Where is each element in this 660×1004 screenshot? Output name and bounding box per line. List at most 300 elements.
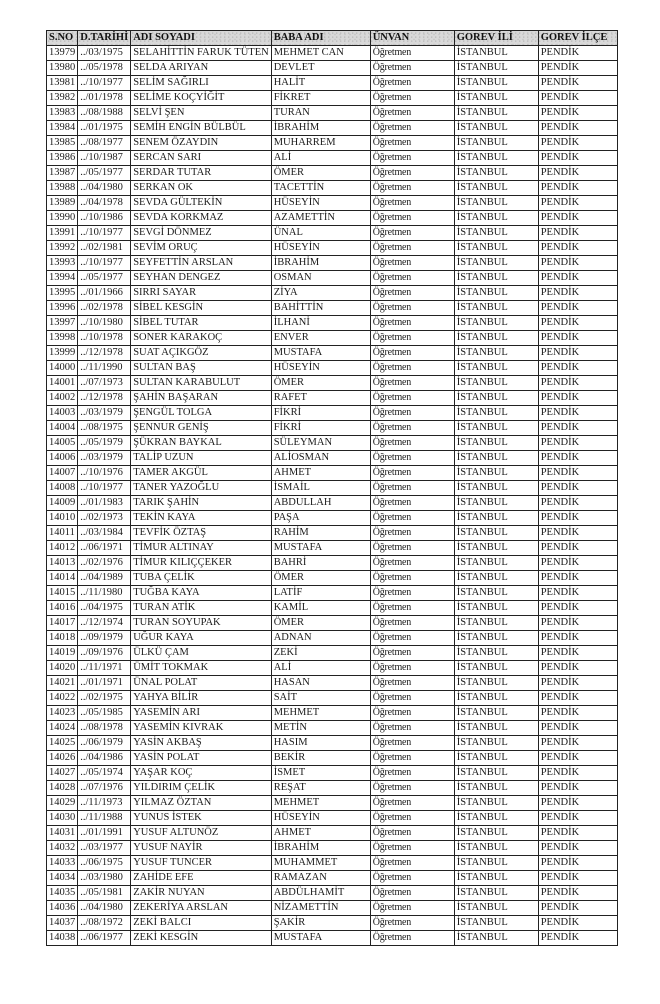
sno-cell: 14031 <box>47 826 78 841</box>
province-cell: İSTANBUL <box>454 196 538 211</box>
table-row <box>47 571 618 586</box>
district-cell: PENDİK <box>538 391 617 406</box>
district-cell: PENDİK <box>538 751 617 766</box>
full-name-cell: SERCAN SARI <box>131 151 272 166</box>
header-row <box>47 31 618 46</box>
header-district: GOREV İLÇE <box>538 31 617 46</box>
header-full-name: ADI SOYADI <box>131 31 272 46</box>
table-row <box>47 556 618 571</box>
birth-date-cell: ../04/1975 <box>78 601 131 616</box>
sno-cell: 14022 <box>47 691 78 706</box>
district-cell: PENDİK <box>538 226 617 241</box>
title-cell: Öğretmen <box>370 406 454 421</box>
father-name-cell: ÖMER <box>271 571 370 586</box>
title-cell: Öğretmen <box>370 706 454 721</box>
table-row <box>47 541 618 556</box>
title-cell: Öğretmen <box>370 466 454 481</box>
district-cell: PENDİK <box>538 331 617 346</box>
table-row <box>47 301 618 316</box>
sno-cell: 14009 <box>47 496 78 511</box>
birth-date-cell: ../01/1966 <box>78 286 131 301</box>
birth-date-cell: ../01/1978 <box>78 91 131 106</box>
sno-cell: 14030 <box>47 811 78 826</box>
full-name-cell: SULTAN KARABULUT <box>131 376 272 391</box>
title-cell: Öğretmen <box>370 256 454 271</box>
province-cell: İSTANBUL <box>454 211 538 226</box>
birth-date-cell: ../08/1988 <box>78 106 131 121</box>
province-cell: İSTANBUL <box>454 796 538 811</box>
father-name-cell: ZEKİ <box>271 646 370 661</box>
province-cell: İSTANBUL <box>454 931 538 946</box>
title-cell: Öğretmen <box>370 871 454 886</box>
birth-date-cell: ../10/1980 <box>78 316 131 331</box>
father-name-cell: ABDULLAH <box>271 496 370 511</box>
full-name-cell: YILMAZ ÖZTAN <box>131 796 272 811</box>
father-name-cell: MEHMET <box>271 796 370 811</box>
birth-date-cell: ../10/1978 <box>78 331 131 346</box>
sno-cell: 13988 <box>47 181 78 196</box>
father-name-cell: TACETTİN <box>271 181 370 196</box>
sno-cell: 14015 <box>47 586 78 601</box>
title-cell: Öğretmen <box>370 271 454 286</box>
birth-date-cell: ../08/1975 <box>78 421 131 436</box>
province-cell: İSTANBUL <box>454 781 538 796</box>
table-row <box>47 391 618 406</box>
sno-cell: 14035 <box>47 886 78 901</box>
table-row <box>47 586 618 601</box>
sno-cell: 14003 <box>47 406 78 421</box>
father-name-cell: HASIM <box>271 736 370 751</box>
birth-date-cell: ../04/1989 <box>78 571 131 586</box>
district-cell: PENDİK <box>538 676 617 691</box>
province-cell: İSTANBUL <box>454 901 538 916</box>
table-row <box>47 736 618 751</box>
province-cell: İSTANBUL <box>454 691 538 706</box>
sno-cell: 13996 <box>47 301 78 316</box>
table-row <box>47 136 618 151</box>
title-cell: Öğretmen <box>370 121 454 136</box>
father-name-cell: ÖMER <box>271 376 370 391</box>
full-name-cell: TANER YAZOĞLU <box>131 481 272 496</box>
table-body <box>47 46 618 946</box>
province-cell: İSTANBUL <box>454 766 538 781</box>
province-cell: İSTANBUL <box>454 271 538 286</box>
table-row <box>47 151 618 166</box>
province-cell: İSTANBUL <box>454 406 538 421</box>
sno-cell: 13984 <box>47 121 78 136</box>
birth-date-cell: ../11/1990 <box>78 361 131 376</box>
father-name-cell: RAFET <box>271 391 370 406</box>
table-row <box>47 451 618 466</box>
sno-cell: 14016 <box>47 601 78 616</box>
sno-cell: 14006 <box>47 451 78 466</box>
table-row <box>47 211 618 226</box>
title-cell: Öğretmen <box>370 331 454 346</box>
district-cell: PENDİK <box>538 421 617 436</box>
title-cell: Öğretmen <box>370 811 454 826</box>
district-cell: PENDİK <box>538 481 617 496</box>
district-cell: PENDİK <box>538 136 617 151</box>
birth-date-cell: ../01/1971 <box>78 676 131 691</box>
birth-date-cell: ../04/1980 <box>78 901 131 916</box>
father-name-cell: BAHİTTİN <box>271 301 370 316</box>
father-name-cell: MUSTAFA <box>271 541 370 556</box>
title-cell: Öğretmen <box>370 391 454 406</box>
title-cell: Öğretmen <box>370 61 454 76</box>
father-name-cell: ÖMER <box>271 616 370 631</box>
province-cell: İSTANBUL <box>454 871 538 886</box>
district-cell: PENDİK <box>538 901 617 916</box>
full-name-cell: TARIK ŞAHİN <box>131 496 272 511</box>
province-cell: İSTANBUL <box>454 421 538 436</box>
sno-cell: 14010 <box>47 511 78 526</box>
full-name-cell: SELAHİTTİN FARUK TÜTEN <box>131 46 272 61</box>
table-row <box>47 106 618 121</box>
district-cell: PENDİK <box>538 586 617 601</box>
sno-cell: 13994 <box>47 271 78 286</box>
district-cell: PENDİK <box>538 931 617 946</box>
district-cell: PENDİK <box>538 451 617 466</box>
province-cell: İSTANBUL <box>454 361 538 376</box>
title-cell: Öğretmen <box>370 361 454 376</box>
birth-date-cell: ../08/1978 <box>78 721 131 736</box>
table-row <box>47 241 618 256</box>
title-cell: Öğretmen <box>370 766 454 781</box>
district-cell: PENDİK <box>538 886 617 901</box>
table-row <box>47 436 618 451</box>
birth-date-cell: ../02/1975 <box>78 691 131 706</box>
province-cell: İSTANBUL <box>454 511 538 526</box>
table-row <box>47 766 618 781</box>
title-cell: Öğretmen <box>370 841 454 856</box>
father-name-cell: FİKRET <box>271 91 370 106</box>
father-name-cell: AHMET <box>271 826 370 841</box>
table-row <box>47 121 618 136</box>
district-cell: PENDİK <box>538 526 617 541</box>
birth-date-cell: ../05/1978 <box>78 61 131 76</box>
full-name-cell: YASİN POLAT <box>131 751 272 766</box>
table-row <box>47 931 618 946</box>
full-name-cell: YUSUF ALTUNÖZ <box>131 826 272 841</box>
province-cell: İSTANBUL <box>454 226 538 241</box>
province-cell: İSTANBUL <box>454 301 538 316</box>
father-name-cell: AHMET <box>271 466 370 481</box>
father-name-cell: ZİYA <box>271 286 370 301</box>
sno-cell: 14023 <box>47 706 78 721</box>
father-name-cell: ALİ <box>271 661 370 676</box>
father-name-cell: MUSTAFA <box>271 931 370 946</box>
district-cell: PENDİK <box>538 316 617 331</box>
district-cell: PENDİK <box>538 736 617 751</box>
father-name-cell: ŞAKİR <box>271 916 370 931</box>
birth-date-cell: ../05/1981 <box>78 886 131 901</box>
district-cell: PENDİK <box>538 796 617 811</box>
title-cell: Öğretmen <box>370 886 454 901</box>
birth-date-cell: ../11/1973 <box>78 796 131 811</box>
title-cell: Öğretmen <box>370 451 454 466</box>
table-row <box>47 331 618 346</box>
birth-date-cell: ../05/1977 <box>78 271 131 286</box>
father-name-cell: ENVER <box>271 331 370 346</box>
sno-cell: 13993 <box>47 256 78 271</box>
table-row <box>47 346 618 361</box>
sno-cell: 13983 <box>47 106 78 121</box>
province-cell: İSTANBUL <box>454 616 538 631</box>
province-cell: İSTANBUL <box>454 46 538 61</box>
province-cell: İSTANBUL <box>454 586 538 601</box>
district-cell: PENDİK <box>538 166 617 181</box>
province-cell: İSTANBUL <box>454 451 538 466</box>
full-name-cell: SELDA ARIYAN <box>131 61 272 76</box>
father-name-cell: ABDÜLHAMİT <box>271 886 370 901</box>
sno-cell: 14028 <box>47 781 78 796</box>
full-name-cell: TUBA ÇELİK <box>131 571 272 586</box>
district-cell: PENDİK <box>538 601 617 616</box>
province-cell: İSTANBUL <box>454 751 538 766</box>
sno-cell: 14025 <box>47 736 78 751</box>
district-cell: PENDİK <box>538 211 617 226</box>
sno-cell: 14007 <box>47 466 78 481</box>
title-cell: Öğretmen <box>370 931 454 946</box>
full-name-cell: TALİP UZUN <box>131 451 272 466</box>
title-cell: Öğretmen <box>370 436 454 451</box>
district-cell: PENDİK <box>538 346 617 361</box>
province-cell: İSTANBUL <box>454 346 538 361</box>
district-cell: PENDİK <box>538 841 617 856</box>
birth-date-cell: ../11/1980 <box>78 586 131 601</box>
district-cell: PENDİK <box>538 406 617 421</box>
district-cell: PENDİK <box>538 721 617 736</box>
title-cell: Öğretmen <box>370 76 454 91</box>
title-cell: Öğretmen <box>370 166 454 181</box>
father-name-cell: HÜSEYİN <box>271 811 370 826</box>
title-cell: Öğretmen <box>370 556 454 571</box>
birth-date-cell: ../03/1979 <box>78 451 131 466</box>
title-cell: Öğretmen <box>370 91 454 106</box>
district-cell: PENDİK <box>538 181 617 196</box>
district-cell: PENDİK <box>538 541 617 556</box>
table-row <box>47 691 618 706</box>
father-name-cell: İBRAHİM <box>271 121 370 136</box>
father-name-cell: RAHİM <box>271 526 370 541</box>
birth-date-cell: ../10/1987 <box>78 151 131 166</box>
sno-cell: 13987 <box>47 166 78 181</box>
sno-cell: 14024 <box>47 721 78 736</box>
father-name-cell: NİZAMETTİN <box>271 901 370 916</box>
father-name-cell: RAMAZAN <box>271 871 370 886</box>
birth-date-cell: ../05/1974 <box>78 766 131 781</box>
full-name-cell: TUĞBA KAYA <box>131 586 272 601</box>
sno-cell: 14033 <box>47 856 78 871</box>
birth-date-cell: ../02/1978 <box>78 301 131 316</box>
father-name-cell: REŞAT <box>271 781 370 796</box>
title-cell: Öğretmen <box>370 106 454 121</box>
district-cell: PENDİK <box>538 286 617 301</box>
sno-cell: 13998 <box>47 331 78 346</box>
full-name-cell: ZEKİ KESGİN <box>131 931 272 946</box>
title-cell: Öğretmen <box>370 301 454 316</box>
sno-cell: 14002 <box>47 391 78 406</box>
sno-cell: 14029 <box>47 796 78 811</box>
birth-date-cell: ../03/1984 <box>78 526 131 541</box>
full-name-cell: ŞÜKRAN BAYKAL <box>131 436 272 451</box>
sno-cell: 14004 <box>47 421 78 436</box>
table-row <box>47 256 618 271</box>
birth-date-cell: ../07/1976 <box>78 781 131 796</box>
birth-date-cell: ../05/1977 <box>78 166 131 181</box>
title-cell: Öğretmen <box>370 541 454 556</box>
district-cell: PENDİK <box>538 436 617 451</box>
full-name-cell: YASEMİN ARI <box>131 706 272 721</box>
full-name-cell: SERDAR TUTAR <box>131 166 272 181</box>
birth-date-cell: ../10/1977 <box>78 76 131 91</box>
title-cell: Öğretmen <box>370 751 454 766</box>
table-row <box>47 796 618 811</box>
father-name-cell: BEKİR <box>271 751 370 766</box>
father-name-cell: ALİOSMAN <box>271 451 370 466</box>
full-name-cell: TEKİN KAYA <box>131 511 272 526</box>
father-name-cell: OSMAN <box>271 271 370 286</box>
table-row <box>47 61 618 76</box>
table-row <box>47 166 618 181</box>
father-name-cell: İBRAHİM <box>271 256 370 271</box>
table-row <box>47 46 618 61</box>
table-row <box>47 856 618 871</box>
birth-date-cell: ../02/1976 <box>78 556 131 571</box>
full-name-cell: YAŞAR KOÇ <box>131 766 272 781</box>
birth-date-cell: ../06/1977 <box>78 931 131 946</box>
district-cell: PENDİK <box>538 781 617 796</box>
sno-cell: 14018 <box>47 631 78 646</box>
full-name-cell: SİBEL TUTAR <box>131 316 272 331</box>
sno-cell: 14000 <box>47 361 78 376</box>
province-cell: İSTANBUL <box>454 106 538 121</box>
title-cell: Öğretmen <box>370 181 454 196</box>
title-cell: Öğretmen <box>370 241 454 256</box>
district-cell: PENDİK <box>538 466 617 481</box>
province-cell: İSTANBUL <box>454 481 538 496</box>
table-row <box>47 196 618 211</box>
full-name-cell: SEYHAN DENGEZ <box>131 271 272 286</box>
birth-date-cell: ../03/1980 <box>78 871 131 886</box>
province-cell: İSTANBUL <box>454 256 538 271</box>
birth-date-cell: ../08/1977 <box>78 136 131 151</box>
province-cell: İSTANBUL <box>454 181 538 196</box>
sno-cell: 14019 <box>47 646 78 661</box>
father-name-cell: ÜNAL <box>271 226 370 241</box>
birth-date-cell: ../04/1978 <box>78 196 131 211</box>
sno-cell: 14036 <box>47 901 78 916</box>
table-row <box>47 376 618 391</box>
sno-cell: 13980 <box>47 61 78 76</box>
father-name-cell: MUSTAFA <box>271 346 370 361</box>
title-cell: Öğretmen <box>370 481 454 496</box>
district-cell: PENDİK <box>538 91 617 106</box>
full-name-cell: SONER KARAKOÇ <box>131 331 272 346</box>
table-row <box>47 631 618 646</box>
birth-date-cell: ../04/1986 <box>78 751 131 766</box>
father-name-cell: İLHANİ <box>271 316 370 331</box>
province-cell: İSTANBUL <box>454 241 538 256</box>
province-cell: İSTANBUL <box>454 436 538 451</box>
district-cell: PENDİK <box>538 916 617 931</box>
full-name-cell: ŞENGÜL TOLGA <box>131 406 272 421</box>
table-row <box>47 616 618 631</box>
title-cell: Öğretmen <box>370 586 454 601</box>
father-name-cell: PAŞA <box>271 511 370 526</box>
table-row <box>47 871 618 886</box>
district-cell: PENDİK <box>538 811 617 826</box>
sno-cell: 14014 <box>47 571 78 586</box>
full-name-cell: SEVDA GÜLTEKİN <box>131 196 272 211</box>
full-name-cell: ÜLKÜ ÇAM <box>131 646 272 661</box>
district-cell: PENDİK <box>538 106 617 121</box>
table-row <box>47 316 618 331</box>
district-cell: PENDİK <box>538 556 617 571</box>
sno-cell: 14008 <box>47 481 78 496</box>
province-cell: İSTANBUL <box>454 706 538 721</box>
province-cell: İSTANBUL <box>454 376 538 391</box>
table-row <box>47 826 618 841</box>
full-name-cell: SELİME KOÇYİĞİT <box>131 91 272 106</box>
table-row <box>47 226 618 241</box>
province-cell: İSTANBUL <box>454 76 538 91</box>
father-name-cell: İSMAİL <box>271 481 370 496</box>
header-sno: S.NO <box>47 31 78 46</box>
father-name-cell: SAİT <box>271 691 370 706</box>
sno-cell: 14032 <box>47 841 78 856</box>
district-cell: PENDİK <box>538 151 617 166</box>
table-row <box>47 361 618 376</box>
father-name-cell: İSMET <box>271 766 370 781</box>
sno-cell: 13990 <box>47 211 78 226</box>
father-name-cell: SÜLEYMAN <box>271 436 370 451</box>
sno-cell: 14001 <box>47 376 78 391</box>
district-cell: PENDİK <box>538 61 617 76</box>
province-cell: İSTANBUL <box>454 841 538 856</box>
father-name-cell: ÖMER <box>271 166 370 181</box>
province-cell: İSTANBUL <box>454 151 538 166</box>
province-cell: İSTANBUL <box>454 526 538 541</box>
district-cell: PENDİK <box>538 301 617 316</box>
title-cell: Öğretmen <box>370 781 454 796</box>
full-name-cell: YUSUF TUNCER <box>131 856 272 871</box>
personnel-table <box>46 30 618 946</box>
full-name-cell: SİBEL KESGİN <box>131 301 272 316</box>
district-cell: PENDİK <box>538 271 617 286</box>
province-cell: İSTANBUL <box>454 811 538 826</box>
province-cell: İSTANBUL <box>454 886 538 901</box>
header-birth-date: D.TARİHİ <box>78 31 131 46</box>
province-cell: İSTANBUL <box>454 721 538 736</box>
province-cell: İSTANBUL <box>454 736 538 751</box>
full-name-cell: SEVGİ DÖNMEZ <box>131 226 272 241</box>
title-cell: Öğretmen <box>370 856 454 871</box>
district-cell: PENDİK <box>538 691 617 706</box>
birth-date-cell: ../06/1971 <box>78 541 131 556</box>
sno-cell: 14011 <box>47 526 78 541</box>
province-cell: İSTANBUL <box>454 136 538 151</box>
province-cell: İSTANBUL <box>454 856 538 871</box>
birth-date-cell: ../10/1976 <box>78 466 131 481</box>
father-name-cell: MEHMET <box>271 706 370 721</box>
province-cell: İSTANBUL <box>454 91 538 106</box>
full-name-cell: YUNUS İSTEK <box>131 811 272 826</box>
birth-date-cell: ../10/1986 <box>78 211 131 226</box>
father-name-cell: MUHARREM <box>271 136 370 151</box>
title-cell: Öğretmen <box>370 511 454 526</box>
full-name-cell: ÜMİT TOKMAK <box>131 661 272 676</box>
